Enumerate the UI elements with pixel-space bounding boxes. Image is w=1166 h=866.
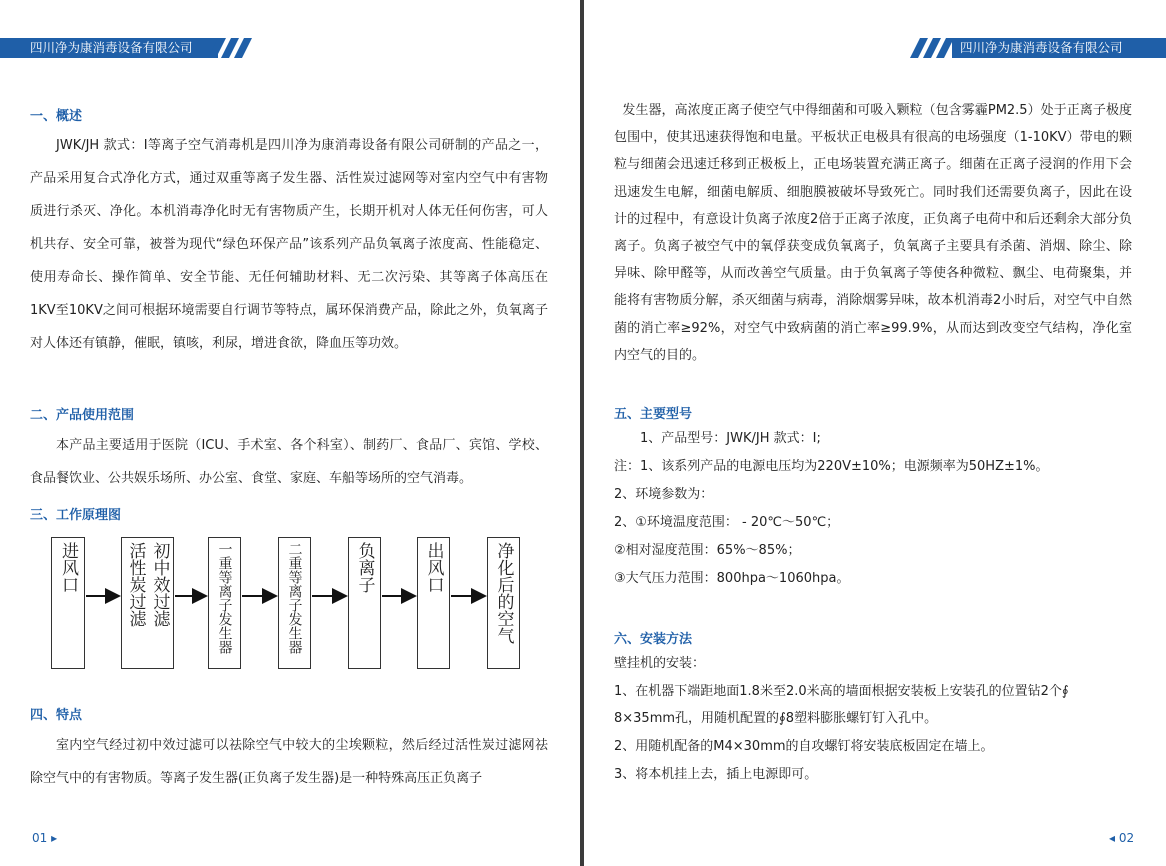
flow-box-plasma-1: [208, 537, 241, 669]
install-line: 壁挂机的安装：: [614, 656, 706, 671]
install-line: 1、在机器下端距地面1.8米至2.0米高的墙面根据安装板上安装孔的位置钻2个∮: [614, 684, 1069, 699]
overview-paragraph: JWK/JH 款式：I等离子空气消毒机是四川净为康消毒设备有限公司研制的产品之一，产品采用复合式净化方式，通过双重等离子发生器、活性炭过滤网等对室内空气中有害物质进行杀灭、净化。本机消毒净化时无有害物质产生，长期开机对人体无任何伤害，可人机共存、安全可靠，被誉为现代“绿色环保产品”该系列产品负氧离子浓度高、性能稳定、使用寿命长、操作简单、安全节能、无任何辅助材料、无二次污染、其等离子体高压在1KV至10KV之间可根据环境需要自行调节等特点，属环保消费产品，除此之外，负氧离子对人体还有镇静，催眠，镇咳，利尿，增进食欲，降血压等功效。: [30, 138, 548, 351]
features-paragraph: 室内空气经过初中效过滤可以祛除空气中较大的尘埃颗粒，然后经过活性炭过滤网祛除空气中的有害物质。等离子发生器(正负离子发生器)是一种特殊高压正负离子: [30, 738, 548, 786]
company-name: 四川净为康消毒设备有限公司: [30, 40, 193, 55]
page-number-right: ◂ 02: [1109, 831, 1135, 845]
flow-box-outlet: [417, 537, 450, 669]
flow-label: 活性炭过滤: [125, 542, 146, 627]
flow-label: 净化后的空气: [493, 542, 514, 644]
header-banner-left: [0, 38, 260, 58]
model-line: 注：1、该系列产品的电源电压均为220V±10%；电源频率为50HZ±1%。: [614, 459, 1049, 474]
continuation-paragraph: 发生器，高浓度正离子使空气中得细菌和可吸入颗粒（包含雾霾PM2.5）处于正离子极度包围中，使其迅速获得饱和电量。平板状正电极具有很高的电场强度（1-10KV）带电的颗粒与细菌会迅速迁移到正极板上，正电场装置充满正离子。细菌在正离子浸润的作用下会迅速发生电解，细菌电解质、细胞膜被破坏导致死亡。同时我们还需要负离子，因此在设计的过程中，有意设计负离子浓度2倍于正离子浓度，正负离子电荷中和后还剩余大部分负离子。负离子被空气中的氧俘获变成负氧离子，负氧离子主要具有杀菌、消烟、除尘、除异味、除甲醛等，从而改善空气质量。由于负氧离子等使各种微粒、飘尘、电荷聚集，并能将有害物质分解，杀灭细菌与病毒，消除烟雾异味，故本机消毒2小时后，对空气中自然菌的消亡率≥92%，对空气中致病菌的消亡率≥99.9%，从而达到改变空气结构，净化室内空气的目的。: [614, 103, 1133, 363]
flow-label: 初中效过滤: [149, 542, 170, 627]
model-line: ②相对湿度范围：65%～85%；: [614, 543, 801, 558]
section-heading-models: 五、主要型号: [614, 407, 693, 422]
flow-box-filters: [121, 537, 174, 669]
model-line: 1、产品型号：JWK/JH 款式：I;: [640, 431, 821, 446]
section-heading-features: 四、特点: [30, 708, 83, 723]
flow-label: 进风口: [58, 542, 78, 593]
model-line: 2、①环境温度范围： - 20℃～50℃；: [614, 515, 840, 530]
section-heading-install: 六、安装方法: [614, 632, 693, 647]
flow-box-anion: [348, 537, 381, 669]
usage-paragraph: 本产品主要适用于医院（ICU、手术室、各个科室）、制药厂、食品厂、宾馆、学校、食品餐饮业、公共娱乐场所、办公室、食堂、家庭、车船等场所的空气消毒。: [30, 438, 548, 486]
section-heading-usage: 二、产品使用范围: [30, 408, 135, 423]
install-line: 2、用随机配备的M4×30mm的自攻螺钉将安装底板固定在墙上。: [614, 739, 994, 754]
flow-label: 负离子: [354, 542, 375, 593]
right-page: [584, 0, 1166, 866]
install-line: 8×35mm孔，用随机配置的∮8塑料膨胀螺钉钉入孔中。: [614, 711, 938, 726]
flow-box-plasma-2: [278, 537, 311, 669]
page-number-left: 01 ▸: [32, 831, 58, 845]
install-line: 3、将本机挂上去，插上电源即可。: [614, 767, 818, 782]
left-page: [0, 0, 580, 866]
header-banner-right: [908, 38, 1166, 58]
model-line: ③大气压力范围：800hpa～1060hpa。: [614, 571, 850, 586]
flow-box-clean-air: [487, 537, 520, 669]
model-line: 2、环境参数为：: [614, 487, 714, 502]
section-heading-overview: 一、概述: [30, 109, 83, 124]
flow-label: 二重等离子发生器: [286, 542, 303, 654]
flow-label: 出风口: [423, 542, 444, 593]
flow-label: 一重等离子发生器: [216, 542, 233, 654]
flow-box-inlet: [51, 537, 85, 669]
company-name: 四川净为康消毒设备有限公司: [960, 40, 1123, 55]
section-heading-principle: 三、工作原理图: [30, 508, 122, 523]
